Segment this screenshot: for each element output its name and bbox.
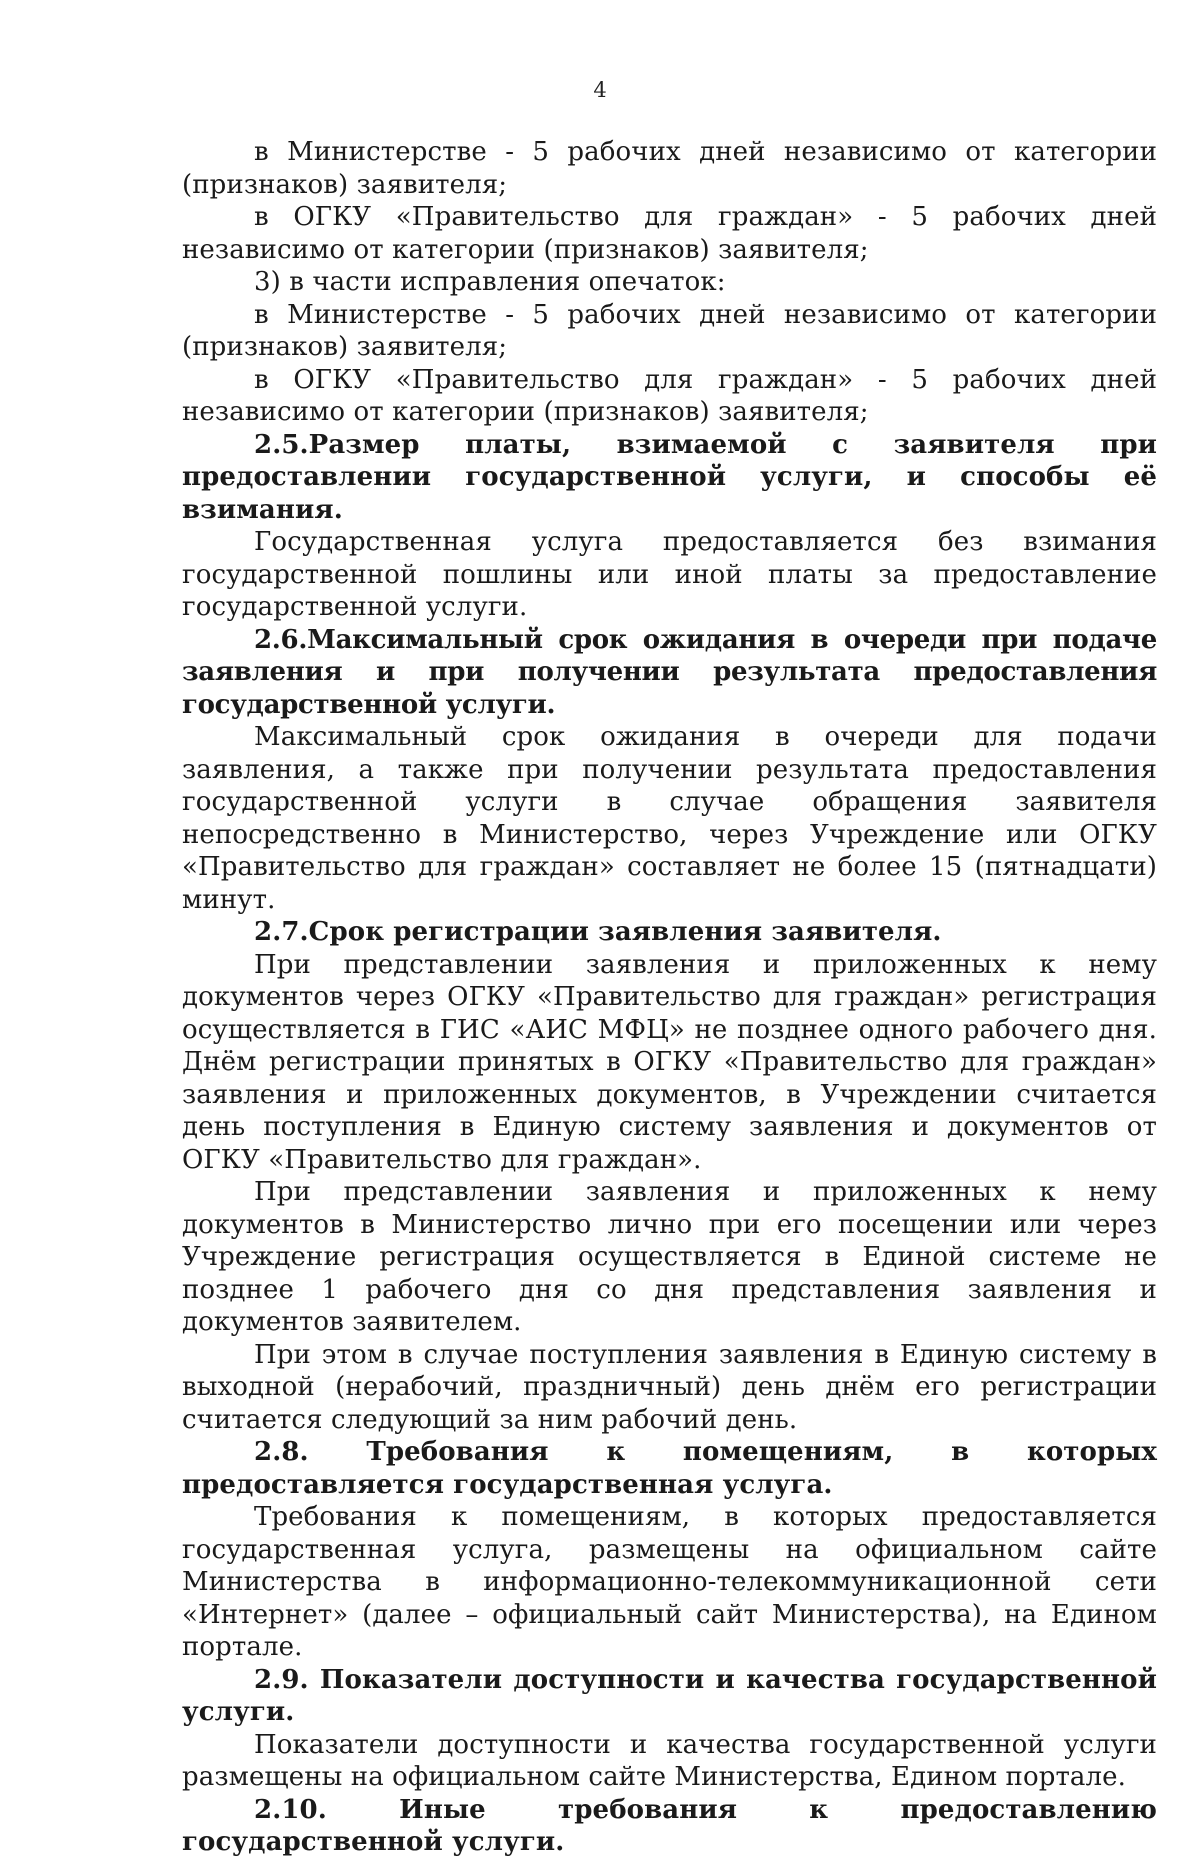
- paragraph-premises: Требования к помещениям, в которых предоставляется государственная услуга, размещены на официальном сайте Министерства в информационно-телекоммуникационной сети «Интернет» (далее – официальный сайт Министерства), на Едином портале.: [182, 1502, 1157, 1662]
- paragraph-registration-ministry: При представлении заявления и приложенных к нему документов в Министерство лично при его посещении или через Учреждение регистрация осуществляется в Единой системе не позднее 1 рабочего дня со дня представления заявления и документов заявителем.: [182, 1177, 1157, 1337]
- list-item-typo-correction: 3) в части исправления опечаток:: [254, 267, 726, 297]
- paragraph-ogku-term: в ОГКУ «Правительство для граждан» - 5 рабочих дней независимо от категории (признаков) заявителя;: [182, 202, 1157, 265]
- paragraph-accessibility: Показатели доступности и качества государственной услуги размещены на официальном сайте Министерства, Едином портале.: [182, 1729, 1157, 1792]
- paragraph-registration-holiday: При этом в случае поступления заявления в Единую систему в выходной (нерабочий, праздничный) день днём его регистрации считается следующий за ним рабочий день.: [182, 1339, 1157, 1435]
- paragraph-ogku-typo-term: в ОГКУ «Правительство для граждан» - 5 рабочих дней независимо от категории (признаков) заявителя;: [182, 364, 1157, 427]
- section-heading-2-5: 2.5.Размер платы, взимаемой с заявителя при предоставлении государственной услуги, и способы её взимания.: [182, 429, 1157, 525]
- section-heading-2-6: 2.6.Максимальный срок ожидания в очереди при подаче заявления и при получении результата предоставления государственной услуги.: [182, 624, 1157, 720]
- section-heading-2-8: 2.8. Требования к помещениям, в которых предоставляется государственная услуга.: [182, 1437, 1157, 1500]
- section-heading-2-10: 2.10. Иные требования к предоставлению государственной услуги.: [182, 1794, 1157, 1857]
- paragraph-queue-time: Максимальный срок ожидания в очереди для подачи заявления, а также при получении результата предоставления государственной услуги в случае обращения заявителя непосредственно в Министерство, через Учреждение или ОГКУ «Правительство для граждан» составляет не более 15 (пятнадцати) минут.: [182, 722, 1157, 915]
- document-body: [182, 136, 1157, 1859]
- section-heading-2-9: 2.9. Показатели доступности и качества государственной услуги.: [182, 1664, 1157, 1727]
- section-heading-2-7: 2.7.Срок регистрации заявления заявителя.: [254, 917, 942, 947]
- paragraph-registration-ogku: При представлении заявления и приложенных к нему документов через ОГКУ «Правительство для граждан» регистрация осуществляется в ГИС «АИС МФЦ» не позднее одного рабочего дня. Днём регистрации принятых в ОГКУ «Правительство для граждан» заявления и приложенных документов, в Учреждении считается день поступления в Единую систему заявления и документов от ОГКУ «Правительство для граждан».: [182, 949, 1157, 1175]
- paragraph-ministry-term: в Министерстве - 5 рабочих дней независимо от категории (признаков) заявителя;: [182, 137, 1157, 200]
- paragraph-ministry-typo-term: в Министерстве - 5 рабочих дней независимо от категории (признаков) заявителя;: [182, 299, 1157, 362]
- paragraph-fee: Государственная услуга предоставляется без взимания государственной пошлины или иной платы за предоставление государственной услуги.: [182, 527, 1157, 622]
- page-number: 4: [593, 78, 607, 102]
